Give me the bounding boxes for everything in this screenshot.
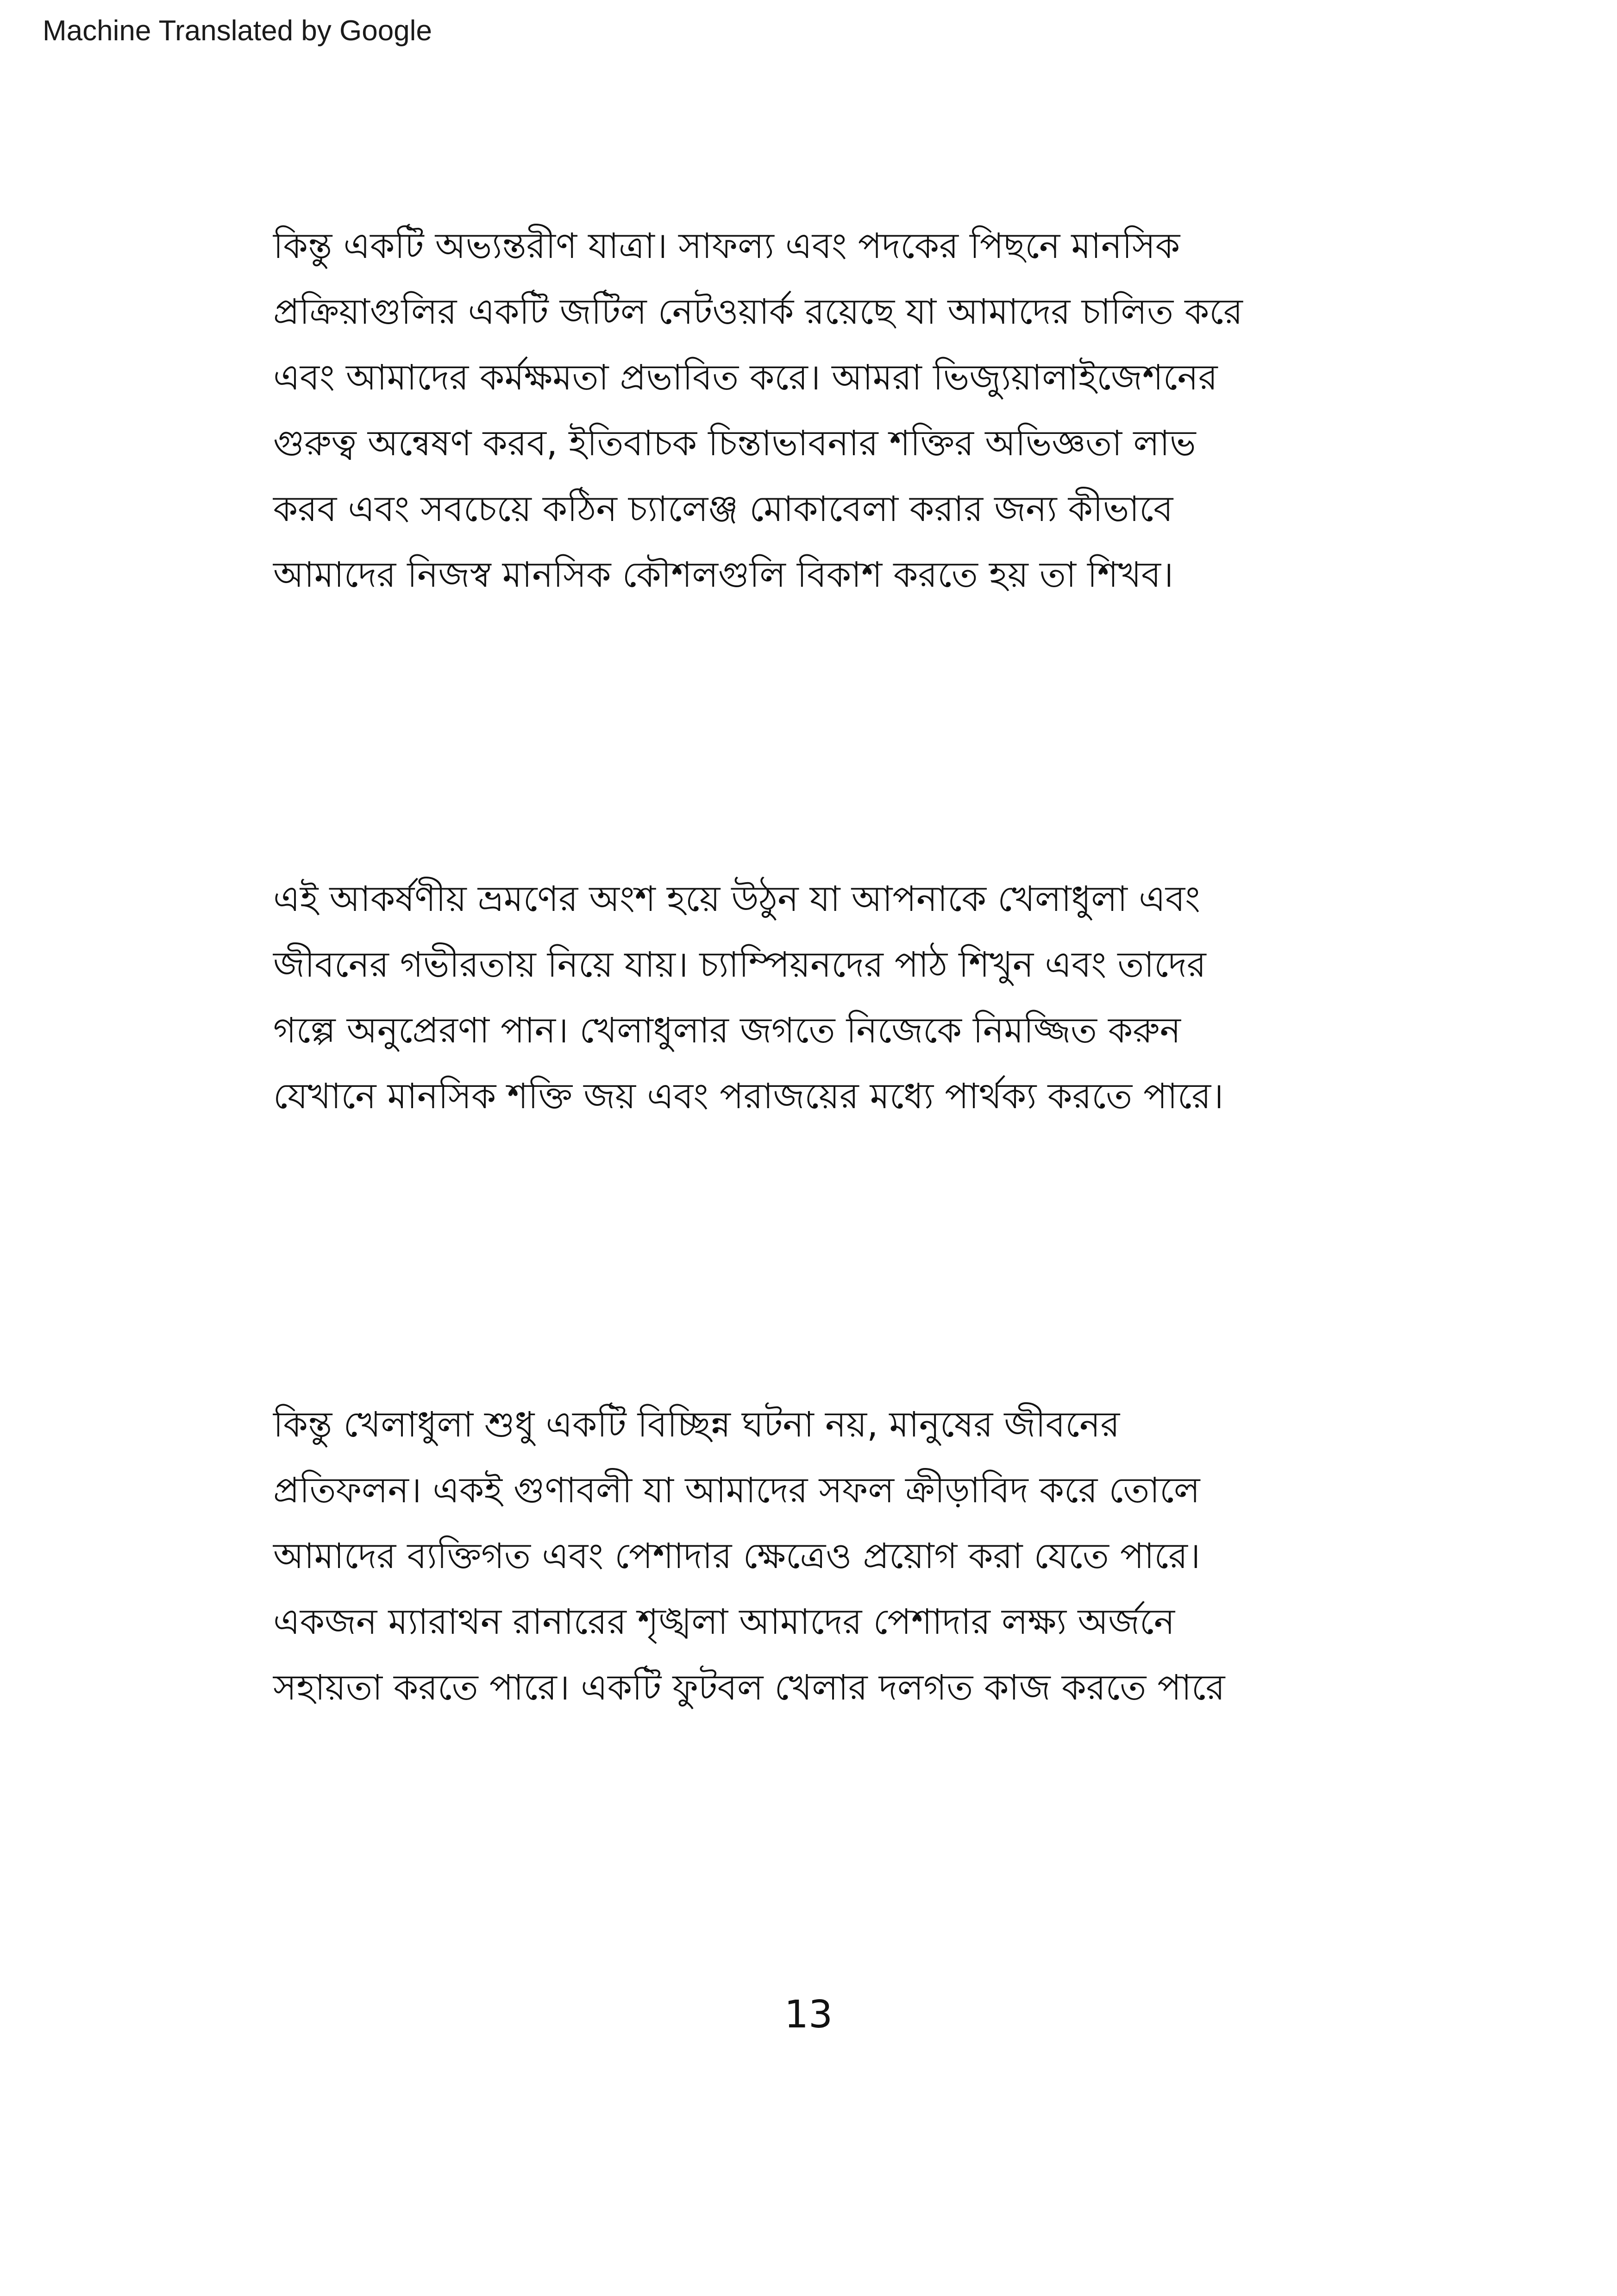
paragraph-line: প্রতিফলন। একই গুণাবলী যা আমাদের সফল ক্রীড়াবিদ করে তোলে xyxy=(273,1469,1200,1511)
paragraph-line: সহায়তা করতে পারে। একটি ফুটবল খেলার দলগত কাজ করতে পারে xyxy=(273,1667,1225,1708)
paragraph-line: জীবনের গভীরতায় নিয়ে যায়। চ্যাম্পিয়নদের পাঠ শিখুন এবং তাদের xyxy=(273,944,1206,985)
paragraph-line: যেখানে মানসিক শক্তি জয় এবং পরাজয়ের মধ্যে পার্থক্য করতে পারে। xyxy=(273,1075,1224,1117)
paragraph-line: একজন ম্যারাথন রানারের শৃঙ্খলা আমাদের পেশাদার লক্ষ্য অর্জনে xyxy=(273,1601,1175,1642)
paragraph-2 xyxy=(273,866,1385,1129)
paragraph-line: গল্পে অনুপ্রেরণা পান। খেলাধুলার জগতে নিজেকে নিমজ্জিত করুন xyxy=(273,1010,1181,1051)
paragraph-line: প্রক্রিয়াগুলির একটি জটিল নেটওয়ার্ক রয়েছে যা আমাদের চালিত করে xyxy=(273,291,1243,332)
page-number: 13 xyxy=(784,1993,833,2037)
paragraph-line: আমাদের নিজস্ব মানসিক কৌশলগুলি বিকাশ করতে হয় তা শিখব। xyxy=(273,554,1174,595)
paragraph-3 xyxy=(273,1392,1385,1720)
paragraph-line: কিন্তু খেলাধুলা শুধু একটি বিচ্ছিন্ন ঘটনা নয়, মানুষের জীবনের xyxy=(273,1404,1120,1445)
paragraph-line: এই আকর্ষণীয় ভ্রমণের অংশ হয়ে উঠুন যা আপনাকে খেলাধুলা এবং xyxy=(273,878,1200,919)
paragraph-1 xyxy=(273,213,1385,608)
paragraph-line: এবং আমাদের কর্মক্ষমতা প্রভাবিত করে। আমরা ভিজ্যুয়ালাইজেশনের xyxy=(273,357,1218,398)
paragraph-line: গুরুত্ব অন্বেষণ করব, ইতিবাচক চিন্তাভাবনার শক্তির অভিজ্ঞতা লাভ xyxy=(273,422,1196,464)
paragraph-line: আমাদের ব্যক্তিগত এবং পেশাদার ক্ষেত্রেও প্রয়োগ করা যেতে পারে। xyxy=(273,1535,1201,1576)
machine-translation-banner: Machine Translated by Google xyxy=(43,15,432,47)
paragraph-line: কিন্তু একটি অভ্যন্তরীণ যাত্রা। সাফল্য এবং পদকের পিছনে মানসিক xyxy=(273,225,1180,266)
paragraph-line: করব এবং সবচেয়ে কঠিন চ্যালেঞ্জ মোকাবেলা করার জন্য কীভাবে xyxy=(273,488,1173,529)
